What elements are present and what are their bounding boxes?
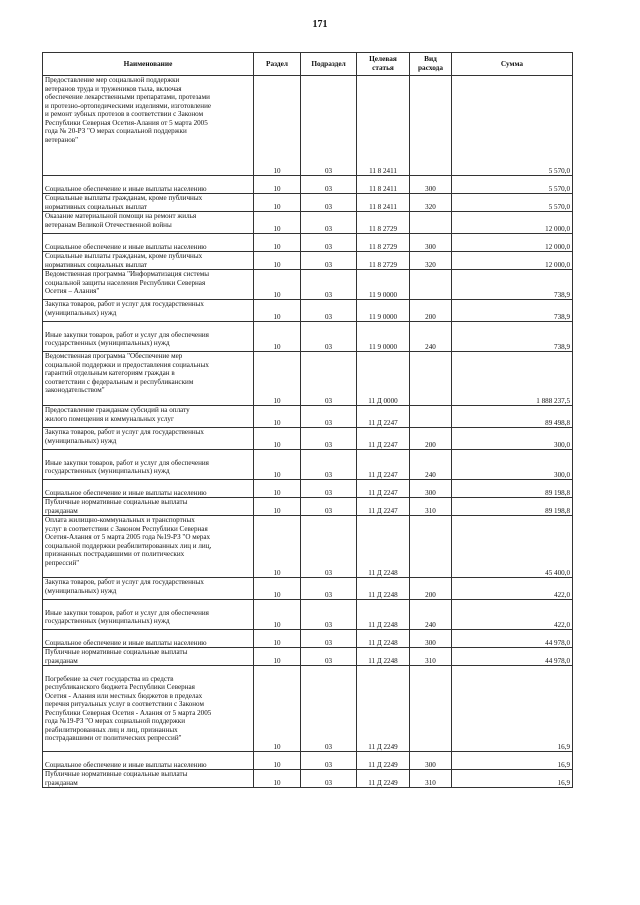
row-celevaya-statya-cell: 11 Д 0000: [357, 352, 410, 406]
header-razdel: Раздел: [254, 53, 301, 76]
row-podrazdel-cell: 03: [301, 480, 357, 498]
table-row: [43, 252, 573, 270]
row-razdel-cell: 10: [254, 234, 301, 252]
row-razdel-cell: 10: [254, 630, 301, 648]
header-celevaya-statya: Целевая статья: [357, 53, 410, 76]
row-summa-cell: 1 888 237,5: [452, 352, 573, 406]
row-razdel-cell: 10: [254, 212, 301, 234]
row-podrazdel-cell: 03: [301, 406, 357, 428]
row-celevaya-statya-cell: 11 8 2411: [357, 176, 410, 194]
table-row: [43, 322, 573, 352]
table-row: [43, 76, 573, 176]
budget-table: [42, 52, 573, 788]
table-row: [43, 480, 573, 498]
table-row: [43, 666, 573, 752]
row-vid-raskhoda-cell: 300: [410, 480, 452, 498]
row-celevaya-statya-cell: 11 Д 2247: [357, 406, 410, 428]
row-vid-raskhoda-cell: [410, 666, 452, 752]
row-celevaya-statya-cell: 11 Д 2247: [357, 428, 410, 450]
row-celevaya-statya-cell: 11 Д 2248: [357, 630, 410, 648]
row-name-cell: Закупка товаров, работ и услуг для государственных (муниципальных) нужд: [43, 300, 254, 322]
row-summa-cell: 16,9: [452, 752, 573, 770]
row-name-cell: Социальное обеспечение и иные выплаты населению: [43, 630, 254, 648]
row-podrazdel-cell: 03: [301, 630, 357, 648]
row-vid-raskhoda-cell: 310: [410, 648, 452, 666]
row-celevaya-statya-cell: 11 8 2729: [357, 234, 410, 252]
row-celevaya-statya-cell: 11 Д 2247: [357, 480, 410, 498]
row-celevaya-statya-cell: 11 Д 2249: [357, 666, 410, 752]
row-celevaya-statya-cell: 11 9 0000: [357, 270, 410, 300]
row-podrazdel-cell: 03: [301, 648, 357, 666]
row-name-cell: Социальное обеспечение и иные выплаты населению: [43, 176, 254, 194]
row-summa-cell: 89 498,8: [452, 406, 573, 428]
row-celevaya-statya-cell: 11 8 2729: [357, 252, 410, 270]
row-name-cell: Оплата жилищно-коммунальных и транспортных услуг в соответствии с Законом Республики Северная Осетия-Алания от 5 марта 2005 года №19-РЗ "О мерах социальной поддержки реабилитированных лиц и лиц, признанных пострадавшими от политических репрессий": [43, 516, 254, 578]
row-razdel-cell: 10: [254, 194, 301, 212]
table-row: [43, 516, 573, 578]
row-summa-cell: 300,0: [452, 428, 573, 450]
row-summa-cell: 5 570,0: [452, 176, 573, 194]
row-razdel-cell: 10: [254, 600, 301, 630]
row-name-cell: Публичные нормативные социальные выплаты гражданам: [43, 770, 254, 788]
row-summa-cell: 738,9: [452, 300, 573, 322]
row-summa-cell: 16,9: [452, 666, 573, 752]
row-podrazdel-cell: 03: [301, 270, 357, 300]
row-summa-cell: 5 570,0: [452, 76, 573, 176]
row-name-cell: Социальное обеспечение и иные выплаты населению: [43, 752, 254, 770]
row-vid-raskhoda-cell: 200: [410, 428, 452, 450]
row-podrazdel-cell: 03: [301, 450, 357, 480]
row-name-cell: Публичные нормативные социальные выплаты гражданам: [43, 648, 254, 666]
row-summa-cell: 44 978,0: [452, 648, 573, 666]
row-celevaya-statya-cell: 11 8 2411: [357, 76, 410, 176]
header-name: Наименование: [43, 53, 254, 76]
row-razdel-cell: 10: [254, 770, 301, 788]
row-podrazdel-cell: 03: [301, 252, 357, 270]
row-summa-cell: 12 000,0: [452, 212, 573, 234]
row-celevaya-statya-cell: 11 Д 2248: [357, 648, 410, 666]
row-razdel-cell: 10: [254, 300, 301, 322]
row-vid-raskhoda-cell: 200: [410, 300, 452, 322]
row-razdel-cell: 10: [254, 270, 301, 300]
table-row: [43, 300, 573, 322]
table-row: [43, 450, 573, 480]
row-summa-cell: 89 198,8: [452, 480, 573, 498]
row-vid-raskhoda-cell: 240: [410, 450, 452, 480]
row-summa-cell: 5 570,0: [452, 194, 573, 212]
row-celevaya-statya-cell: 11 Д 2247: [357, 498, 410, 516]
row-name-cell: Закупка товаров, работ и услуг для государственных (муниципальных) нужд: [43, 578, 254, 600]
row-vid-raskhoda-cell: 240: [410, 600, 452, 630]
row-summa-cell: 738,9: [452, 322, 573, 352]
row-podrazdel-cell: 03: [301, 300, 357, 322]
row-vid-raskhoda-cell: [410, 270, 452, 300]
row-summa-cell: 16,9: [452, 770, 573, 788]
row-podrazdel-cell: 03: [301, 600, 357, 630]
row-name-cell: Социальные выплаты гражданам, кроме публичных нормативных социальных выплат: [43, 252, 254, 270]
row-vid-raskhoda-cell: [410, 76, 452, 176]
row-celevaya-statya-cell: 11 Д 2249: [357, 770, 410, 788]
row-name-cell: Публичные нормативные социальные выплаты гражданам: [43, 498, 254, 516]
row-vid-raskhoda-cell: 320: [410, 194, 452, 212]
row-podrazdel-cell: 03: [301, 498, 357, 516]
row-vid-raskhoda-cell: [410, 212, 452, 234]
table-row: [43, 270, 573, 300]
row-vid-raskhoda-cell: [410, 516, 452, 578]
row-name-cell: Иные закупки товаров, работ и услуг для обеспечения государственных (муниципальных) нужд: [43, 450, 254, 480]
row-razdel-cell: 10: [254, 176, 301, 194]
row-celevaya-statya-cell: 11 Д 2248: [357, 600, 410, 630]
row-vid-raskhoda-cell: 320: [410, 252, 452, 270]
row-podrazdel-cell: 03: [301, 76, 357, 176]
row-celevaya-statya-cell: 11 9 0000: [357, 322, 410, 352]
row-vid-raskhoda-cell: [410, 406, 452, 428]
table-row: [43, 578, 573, 600]
table-row: [43, 352, 573, 406]
table-row: [43, 770, 573, 788]
row-summa-cell: 44 978,0: [452, 630, 573, 648]
row-celevaya-statya-cell: 11 8 2411: [357, 194, 410, 212]
row-summa-cell: 422,0: [452, 578, 573, 600]
row-name-cell: Социальное обеспечение и иные выплаты населению: [43, 480, 254, 498]
row-summa-cell: 738,9: [452, 270, 573, 300]
table-row: [43, 752, 573, 770]
table-row: [43, 194, 573, 212]
row-razdel-cell: 10: [254, 76, 301, 176]
row-name-cell: Ведомственная программа "Обеспечение мер социальной поддержки и предоставления социальных гарантий отдельным категориям граждан в соответствии с федеральным и республиканским законодательством": [43, 352, 254, 406]
row-vid-raskhoda-cell: 300: [410, 630, 452, 648]
row-vid-raskhoda-cell: 300: [410, 234, 452, 252]
row-summa-cell: 89 198,8: [452, 498, 573, 516]
row-vid-raskhoda-cell: 300: [410, 752, 452, 770]
row-razdel-cell: 10: [254, 252, 301, 270]
table-row: [43, 212, 573, 234]
row-podrazdel-cell: 03: [301, 194, 357, 212]
row-podrazdel-cell: 03: [301, 578, 357, 600]
table-header-row: [43, 53, 573, 76]
table-row: [43, 648, 573, 666]
header-summa: Сумма: [452, 53, 573, 76]
header-vid-raskhoda: Вид расхода: [410, 53, 452, 76]
row-vid-raskhoda-cell: 310: [410, 770, 452, 788]
row-vid-raskhoda-cell: [410, 352, 452, 406]
row-summa-cell: 12 000,0: [452, 252, 573, 270]
row-celevaya-statya-cell: 11 Д 2248: [357, 516, 410, 578]
row-podrazdel-cell: 03: [301, 770, 357, 788]
row-name-cell: Ведомственная программа "Информатизация системы социальной защиты населения Республики Северная Осетия – Алания": [43, 270, 254, 300]
row-razdel-cell: 10: [254, 516, 301, 578]
row-razdel-cell: 10: [254, 352, 301, 406]
table-row: [43, 428, 573, 450]
table-row: [43, 498, 573, 516]
row-celevaya-statya-cell: 11 Д 2247: [357, 450, 410, 480]
table-row: [43, 406, 573, 428]
row-celevaya-statya-cell: 11 Д 2249: [357, 752, 410, 770]
row-name-cell: Предоставление гражданам субсидий на оплату жилого помещения и коммунальных услуг: [43, 406, 254, 428]
row-razdel-cell: 10: [254, 322, 301, 352]
row-podrazdel-cell: 03: [301, 666, 357, 752]
row-vid-raskhoda-cell: 310: [410, 498, 452, 516]
row-summa-cell: 12 000,0: [452, 234, 573, 252]
row-razdel-cell: 10: [254, 648, 301, 666]
table-row: [43, 234, 573, 252]
row-name-cell: Погребение за счет государства из средств республиканского бюджета Республики Северная Осетия - Алания или местных бюджетов в пределах перечня ритуальных услуг в соответствии с Законом Республики Северная Осетия - Алания от 5 марта 2005 года №19-РЗ "О мерах социальной поддержки реабилитированных лиц и лиц, признанных пострадавшими от политических репрессий": [43, 666, 254, 752]
row-name-cell: Предоставление мер социальной поддержки ветеранов труда и тружеников тыла, включая обеспечение лекарственными препаратами, протезами и протезно-ортопедическими изделиями, изготовление и ремонт зубных протезов в соответствии с Законом Республики Северная Осетия-Алания от 5 марта 2005 года № 20-РЗ "О мерах социальной поддержки ветеранов": [43, 76, 254, 176]
row-summa-cell: 300,0: [452, 450, 573, 480]
row-razdel-cell: 10: [254, 450, 301, 480]
row-celevaya-statya-cell: 11 9 0000: [357, 300, 410, 322]
row-vid-raskhoda-cell: 240: [410, 322, 452, 352]
row-podrazdel-cell: 03: [301, 234, 357, 252]
row-razdel-cell: 10: [254, 480, 301, 498]
row-razdel-cell: 10: [254, 406, 301, 428]
row-name-cell: Оказание материальной помощи на ремонт жилья ветеранам Великой Отечественной войны: [43, 212, 254, 234]
row-name-cell: Иные закупки товаров, работ и услуг для обеспечения государственных (муниципальных) нужд: [43, 600, 254, 630]
table-row: [43, 176, 573, 194]
row-podrazdel-cell: 03: [301, 752, 357, 770]
row-razdel-cell: 10: [254, 428, 301, 450]
row-podrazdel-cell: 03: [301, 428, 357, 450]
page-number: 171: [312, 19, 328, 30]
header-podrazdel: Подраздел: [301, 53, 357, 76]
table-row: [43, 630, 573, 648]
row-podrazdel-cell: 03: [301, 176, 357, 194]
row-summa-cell: 45 400,0: [452, 516, 573, 578]
table-row: [43, 600, 573, 630]
row-podrazdel-cell: 03: [301, 212, 357, 234]
row-vid-raskhoda-cell: 200: [410, 578, 452, 600]
row-name-cell: Социальное обеспечение и иные выплаты населению: [43, 234, 254, 252]
row-razdel-cell: 10: [254, 578, 301, 600]
row-podrazdel-cell: 03: [301, 516, 357, 578]
row-celevaya-statya-cell: 11 Д 2248: [357, 578, 410, 600]
row-name-cell: Иные закупки товаров, работ и услуг для обеспечения государственных (муниципальных) нужд: [43, 322, 254, 352]
row-podrazdel-cell: 03: [301, 322, 357, 352]
row-summa-cell: 422,0: [452, 600, 573, 630]
row-podrazdel-cell: 03: [301, 352, 357, 406]
row-razdel-cell: 10: [254, 666, 301, 752]
row-vid-raskhoda-cell: 300: [410, 176, 452, 194]
row-razdel-cell: 10: [254, 498, 301, 516]
row-name-cell: Социальные выплаты гражданам, кроме публичных нормативных социальных выплат: [43, 194, 254, 212]
row-celevaya-statya-cell: 11 8 2729: [357, 212, 410, 234]
row-razdel-cell: 10: [254, 752, 301, 770]
row-name-cell: Закупка товаров, работ и услуг для государственных (муниципальных) нужд: [43, 428, 254, 450]
